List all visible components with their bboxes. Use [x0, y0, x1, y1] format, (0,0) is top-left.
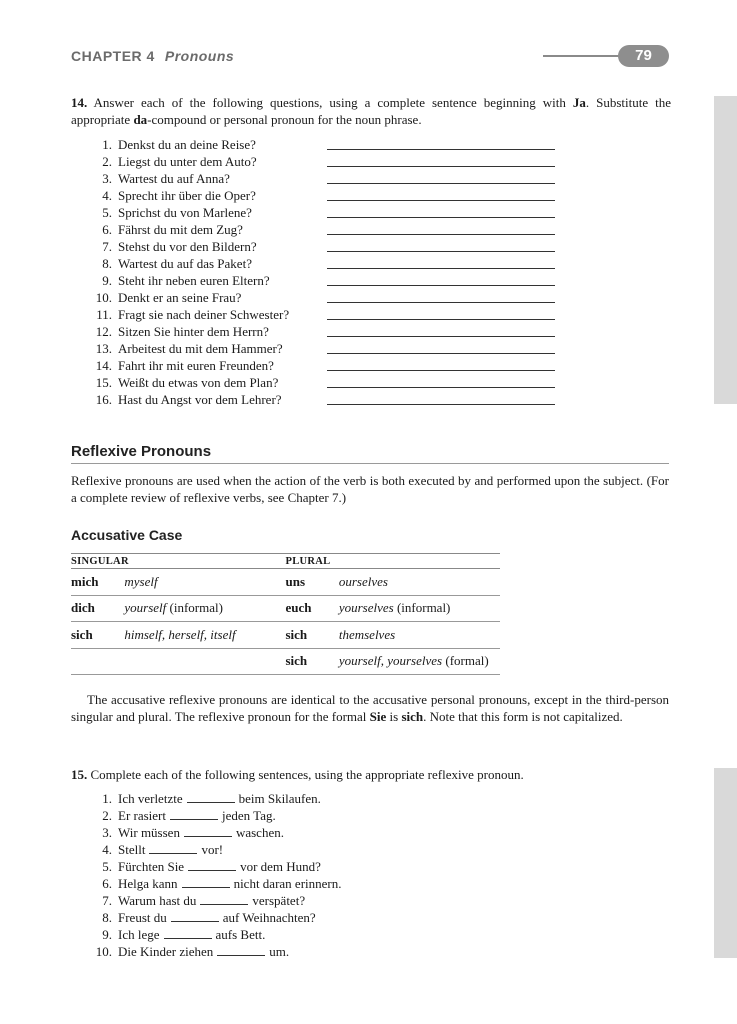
answer-line[interactable]: [327, 353, 555, 354]
meaning-text: yourselves: [338, 600, 394, 616]
question-number: 13.: [95, 341, 112, 356]
subsection-title: Accusative Case: [71, 527, 183, 543]
question-item: [92, 340, 572, 357]
question-item: [92, 272, 572, 289]
chapter-topic: Pronouns: [164, 48, 235, 64]
question-item: [92, 323, 572, 340]
meaning-text: yourself, yourselves: [338, 653, 443, 669]
meaning-text: himself, herself, itself: [124, 626, 236, 642]
singular-pronoun: mich: [71, 569, 124, 596]
table-row: [71, 622, 500, 649]
sentence-item: [92, 790, 342, 807]
plural-pronoun: euch: [285, 595, 338, 622]
instruction-text: Complete each of the following sentences, using the appropriate reflexive pronoun.: [90, 767, 524, 782]
question-number: 11.: [96, 307, 112, 322]
sentence-before: Stellt: [118, 842, 146, 857]
question-text: Wartest du auf das Paket?: [118, 256, 252, 271]
question-item: [92, 306, 572, 323]
answer-line[interactable]: [327, 234, 555, 235]
question-number: 10.: [95, 290, 112, 305]
plural-pronoun: sich: [285, 622, 338, 649]
question-item: [92, 374, 572, 391]
question-text: Sprichst du von Marlene?: [118, 205, 252, 220]
reflexive-note: [71, 691, 669, 725]
sentence-item: [92, 926, 342, 943]
instruction-text: . Substitute the appropriate: [71, 95, 671, 127]
sentence-item: [92, 858, 342, 875]
question-number: 2.: [102, 154, 112, 169]
answer-line[interactable]: [327, 268, 555, 269]
question-number: 9.: [102, 273, 112, 288]
question-number: 3.: [102, 171, 112, 186]
answer-line[interactable]: [327, 285, 555, 286]
question-number: 6.: [102, 222, 112, 237]
singular-pronoun: [71, 648, 124, 675]
question-text: Stehst du vor den Bildern?: [118, 239, 257, 254]
exercise-15-sentences: [92, 790, 342, 960]
question-text: Fahrt ihr mit euren Freunden?: [118, 358, 274, 373]
table-row: [71, 595, 500, 622]
question-text: Denkst du an deine Reise?: [118, 137, 256, 152]
sentence-after: beim Skilaufen.: [238, 791, 321, 806]
sentence-after: jeden Tag.: [222, 808, 276, 823]
question-text: Fährst du mit dem Zug?: [118, 222, 243, 237]
note-bold-sie: Sie: [369, 709, 387, 724]
answer-line[interactable]: [327, 149, 555, 150]
singular-pronoun: dich: [71, 595, 124, 622]
chapter-label: CHAPTER 4: [71, 48, 155, 64]
sentence-item: [92, 943, 342, 960]
singular-header: SINGULAR: [71, 554, 285, 569]
question-item: [92, 357, 572, 374]
sentence-number: 1.: [102, 791, 112, 806]
sentence-after: um.: [269, 944, 290, 959]
instruction-bold-da: da: [133, 112, 148, 127]
fill-in-blank[interactable]: [200, 893, 248, 905]
plural-meaning: [339, 622, 500, 649]
fill-in-blank[interactable]: [170, 808, 218, 820]
fill-in-blank[interactable]: [184, 825, 232, 837]
singular-meaning: [124, 648, 285, 675]
question-item: [92, 391, 572, 408]
question-item: [92, 255, 572, 272]
answer-line[interactable]: [327, 336, 555, 337]
plural-meaning: [339, 648, 500, 675]
exercise-14-instruction: [71, 94, 671, 128]
section-rule: [71, 463, 669, 464]
sentence-before: Wir müssen: [118, 825, 180, 840]
sentence-before: Helga kann: [118, 876, 178, 891]
question-item: [92, 136, 572, 153]
fill-in-blank[interactable]: [188, 859, 236, 871]
running-header: [71, 48, 234, 64]
sentence-item: [92, 892, 342, 909]
meaning-text: themselves: [338, 626, 396, 642]
exercise-14-questions: [92, 136, 572, 408]
page-number-badge: 79: [618, 45, 669, 67]
sentence-number: 4.: [102, 842, 112, 857]
question-number: 14.: [95, 358, 112, 373]
note-text: . Note that this form is not capitalized.: [423, 709, 623, 724]
sentence-after: aufs Bett.: [215, 927, 266, 942]
question-text: Sitzen Sie hinter dem Herrn?: [118, 324, 269, 339]
plural-header: PLURAL: [285, 554, 500, 569]
question-text: Wartest du auf Anna?: [118, 171, 230, 186]
header-rule: [543, 55, 623, 57]
reflexive-intro: Reflexive pronouns are used when the action of the verb is both executed by and performed upon the subject. (For a complete review of reflexive verbs, see Chapter 7.): [71, 473, 669, 505]
sentence-before: Die Kinder ziehen: [118, 944, 214, 959]
meaning-text: yourself: [124, 600, 167, 616]
fill-in-blank[interactable]: [182, 876, 230, 888]
meaning-note: (formal): [442, 653, 489, 669]
question-item: [92, 187, 572, 204]
answer-line[interactable]: [327, 217, 555, 218]
sentence-before: Fürchten Sie: [118, 859, 185, 874]
plural-meaning: [339, 569, 500, 596]
answer-line[interactable]: [327, 319, 555, 320]
table-header-row: [71, 554, 500, 569]
side-thumb-tab: [714, 96, 737, 404]
sentence-before: Warum hast du: [118, 893, 197, 908]
singular-pronoun: sich: [71, 622, 124, 649]
sentence-after: waschen.: [235, 825, 284, 840]
instruction-text: -compound or personal pronoun for the noun phrase.: [147, 112, 422, 127]
section-title: Reflexive Pronouns: [71, 443, 212, 460]
sentence-item: [92, 909, 342, 926]
singular-meaning: [124, 622, 285, 649]
question-text: Weißt du etwas von dem Plan?: [118, 375, 279, 390]
sentence-number: 9.: [102, 927, 112, 942]
question-text: Sprecht ihr über die Oper?: [118, 188, 256, 203]
answer-line[interactable]: [327, 200, 555, 201]
sentence-before: Er rasiert: [118, 808, 167, 823]
plural-meaning: [339, 595, 500, 622]
exercise-number: 14.: [71, 95, 88, 110]
sentence-before: Freust du: [118, 910, 167, 925]
meaning-note: (informal): [166, 600, 223, 616]
sentence-item: [92, 841, 342, 858]
sentence-number: 3.: [102, 825, 112, 840]
question-number: 7.: [102, 239, 112, 254]
singular-meaning: [124, 569, 285, 596]
table-row: [71, 648, 500, 675]
fill-in-blank[interactable]: [164, 927, 212, 939]
question-item: [92, 204, 572, 221]
meaning-note: (informal): [393, 600, 451, 616]
question-item: [92, 170, 572, 187]
question-number: 4.: [102, 188, 112, 203]
question-text: Arbeitest du mit dem Hammer?: [118, 341, 283, 356]
question-number: 12.: [95, 324, 112, 339]
question-item: [92, 153, 572, 170]
question-item: [92, 221, 572, 238]
answer-line[interactable]: [327, 387, 555, 388]
answer-line[interactable]: [327, 370, 555, 371]
sentence-before: Ich lege: [118, 927, 160, 942]
answer-line[interactable]: [327, 183, 555, 184]
sentence-after: auf Weihnachten?: [222, 910, 316, 925]
sentence-after: verspätet?: [252, 893, 306, 908]
question-text: Denkt er an seine Frau?: [118, 290, 242, 305]
sentence-item: [92, 824, 342, 841]
note-text: is: [389, 709, 399, 724]
plural-pronoun: sich: [285, 648, 338, 675]
instruction-bold-ja: Ja: [572, 95, 586, 110]
sentence-after: vor!: [201, 842, 224, 857]
sentence-number: 2.: [102, 808, 112, 823]
answer-line[interactable]: [327, 251, 555, 252]
fill-in-blank[interactable]: [171, 910, 219, 922]
question-text: Steht ihr neben euren Eltern?: [118, 273, 270, 288]
question-item: [92, 289, 572, 306]
fill-in-blank[interactable]: [149, 842, 197, 854]
question-text: Hast du Angst vor dem Lehrer?: [118, 392, 282, 407]
fill-in-blank[interactable]: [187, 791, 235, 803]
sentence-item: [92, 875, 342, 892]
table-row: [71, 569, 500, 596]
answer-line[interactable]: [327, 166, 555, 167]
sentence-item: [92, 807, 342, 824]
plural-pronoun: uns: [285, 569, 338, 596]
meaning-text: ourselves: [338, 573, 388, 589]
exercise-15-instruction: [71, 766, 671, 783]
sentence-number: 6.: [102, 876, 112, 891]
question-number: 1.: [102, 137, 112, 152]
answer-line[interactable]: [327, 302, 555, 303]
question-number: 15.: [95, 375, 112, 390]
question-number: 16.: [95, 392, 112, 407]
meaning-text: myself: [124, 573, 158, 589]
question-item: [92, 238, 572, 255]
sentence-after: nicht daran erinnern.: [233, 876, 342, 891]
question-number: 8.: [102, 256, 112, 271]
question-text: Fragt sie nach deiner Schwester?: [118, 307, 290, 322]
instruction-text: Answer each of the following questions, using a complete sentence beginning with: [93, 95, 566, 110]
question-text: Liegst du unter dem Auto?: [118, 154, 257, 169]
sentence-number: 10.: [95, 944, 112, 959]
sentence-after: vor dem Hund?: [240, 859, 321, 874]
fill-in-blank[interactable]: [217, 944, 265, 956]
side-thumb-tab: [714, 768, 737, 958]
note-text: The accusative reflexive pronouns are identical to the accusative personal pronouns, except in the third-person singular and plural. The reflexive pronoun for the formal: [71, 692, 669, 724]
singular-meaning: [124, 595, 285, 622]
sentence-number: 8.: [102, 910, 112, 925]
answer-line[interactable]: [327, 404, 555, 405]
sentence-before: Ich verletzte: [118, 791, 183, 806]
question-number: 5.: [102, 205, 112, 220]
accusative-reflexive-table: [71, 553, 500, 675]
sentence-number: 5.: [102, 859, 112, 874]
sentence-number: 7.: [102, 893, 112, 908]
note-bold-sich: sich: [401, 709, 424, 724]
exercise-number: 15.: [71, 767, 88, 782]
